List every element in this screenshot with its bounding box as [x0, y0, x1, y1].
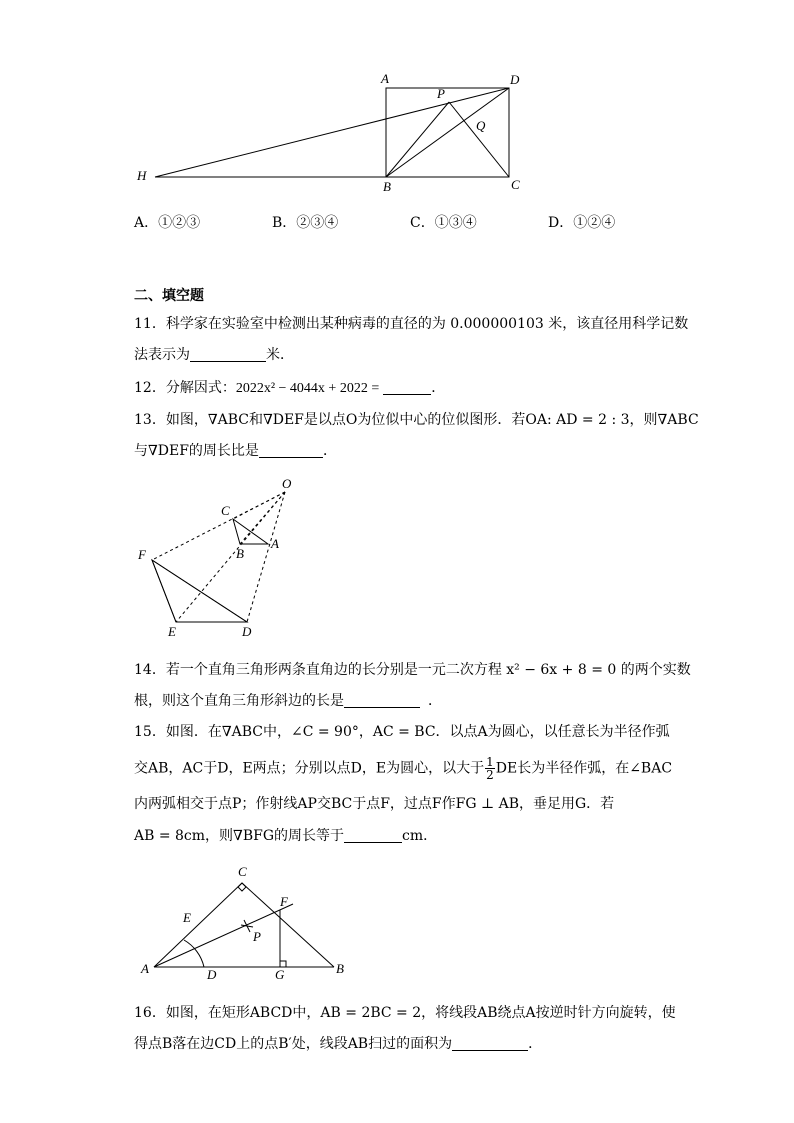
q15-line3: 内两弧相交于点P；作射线AP交BC于点F，过点F作FG ⊥ AB，垂足用G．若 — [134, 796, 615, 812]
q14-text-post: ． — [428, 693, 442, 709]
q15-text4-pre: AB = 8cm，则∇BFG的周长等于 — [134, 828, 345, 844]
figure-rectangle-abcd — [130, 68, 530, 198]
label-d: D — [242, 624, 252, 639]
q16-text-pre: 得点B落在边CD上的点B′处，线段AB扫过的面积为 — [134, 1036, 453, 1052]
q14-text-pre: 根，则这个直角三角形斜边的长是 — [134, 693, 344, 709]
label-f: F — [138, 547, 146, 562]
q16-line1: 16．如图，在矩形ABCD中，AB = 2BC = 2，将线段AB绕点A按逆时针方向旋转，使 — [134, 1005, 676, 1021]
q15-line2 — [134, 756, 672, 781]
side-bc — [242, 883, 334, 967]
section-title: 二、填空题 — [134, 288, 204, 304]
q15-text2-post: DE长为半径作弧，在∠BAC — [495, 760, 673, 777]
q15-text4-post: cm． — [402, 828, 438, 844]
q15-line4 — [134, 826, 437, 846]
q11-text-post: 米． — [266, 347, 294, 363]
label-c: C — [511, 177, 520, 192]
q15-line1: 15．如图．在∇ABC中，∠C = 90°，AC = BC．以点A为圆心，以任意长为半径作弧 — [134, 724, 670, 740]
triangle-abc — [233, 519, 268, 544]
ray-ap — [154, 904, 293, 967]
label-p: P — [437, 86, 445, 101]
q16-answer-blank[interactable] — [452, 1036, 528, 1051]
arc-de — [184, 940, 204, 967]
label-d: D — [207, 967, 217, 982]
q11-answer-blank[interactable] — [190, 347, 266, 362]
segment-hd — [155, 88, 509, 177]
label-e: E — [183, 910, 191, 925]
q13-text-post: ． — [322, 443, 337, 459]
q12-answer-blank[interactable] — [383, 380, 431, 395]
q12-text-post: ． — [431, 380, 446, 396]
label-a: A — [271, 536, 279, 551]
label-b: B — [383, 179, 391, 194]
figure-homothety — [130, 470, 310, 645]
right-angle-c — [238, 883, 246, 891]
fraction-one-half: $\frac{1}{2}$ — [486, 755, 494, 782]
q13-line1: 13．如图，∇ABC和∇DEF是以点O为位似中心的位似图形．若OA: AD = 2 : 3，则∇ABC — [134, 412, 699, 428]
q12-line — [134, 378, 445, 399]
option-c[interactable]: C．①③④ — [410, 215, 477, 231]
label-c: C — [238, 864, 247, 879]
q16-line2 — [134, 1034, 542, 1054]
label-h: H — [137, 168, 147, 183]
option-a[interactable]: A．①②③ — [134, 215, 201, 231]
q11-text-pre: 法表示为 — [134, 347, 190, 363]
q11-line2 — [134, 345, 294, 365]
side-ac — [154, 883, 242, 967]
segment-pc — [449, 102, 509, 177]
dashed-of — [152, 492, 285, 560]
q12-text-pre: 12．分解因式： — [134, 380, 236, 396]
q13-answer-blank[interactable] — [259, 443, 323, 458]
option-b[interactable]: B．②③④ — [272, 215, 339, 231]
label-c: C — [221, 503, 230, 518]
dashed-od — [247, 492, 285, 622]
label-d: D — [510, 72, 520, 87]
q13-line2 — [134, 441, 337, 461]
q11-line1: 11．科学家在实验室中检测出某种病毒的直径的为 0.000000103 米，该直径用科学记数 — [134, 316, 689, 332]
diagonal-bd — [386, 88, 509, 177]
label-p: P — [253, 929, 261, 944]
label-b: B — [336, 961, 344, 976]
label-f: F — [280, 894, 288, 909]
q14-answer-blank[interactable] — [344, 693, 420, 708]
q14-line1: 14．若一个直角三角形两条直角边的长分别是一元二次方程 x² − 6x + 8 = 0 的两个实数 — [134, 662, 691, 678]
option-d[interactable]: D．①②④ — [548, 215, 616, 231]
label-q: Q — [476, 118, 486, 133]
q16-text-post: ． — [528, 1036, 543, 1052]
q13-text-pre: 与∇DEF的周长比是 — [134, 443, 259, 459]
q15-answer-blank[interactable] — [344, 828, 402, 843]
segment-bp — [386, 102, 449, 177]
figure-angle-bisector — [130, 858, 355, 983]
q12-expression: 2022x² − 4044x + 2022 = — [235, 381, 380, 396]
label-o: O — [282, 476, 292, 491]
label-a: A — [141, 961, 149, 976]
label-b: B — [236, 546, 244, 561]
label-a: A — [381, 71, 389, 86]
q15-text2-pre: 交AB，AC于D，E两点；分别以点D，E为圆心，以大于 — [134, 760, 485, 777]
label-e: E — [168, 624, 176, 639]
label-g: G — [275, 967, 285, 982]
q14-line2 — [134, 691, 442, 711]
